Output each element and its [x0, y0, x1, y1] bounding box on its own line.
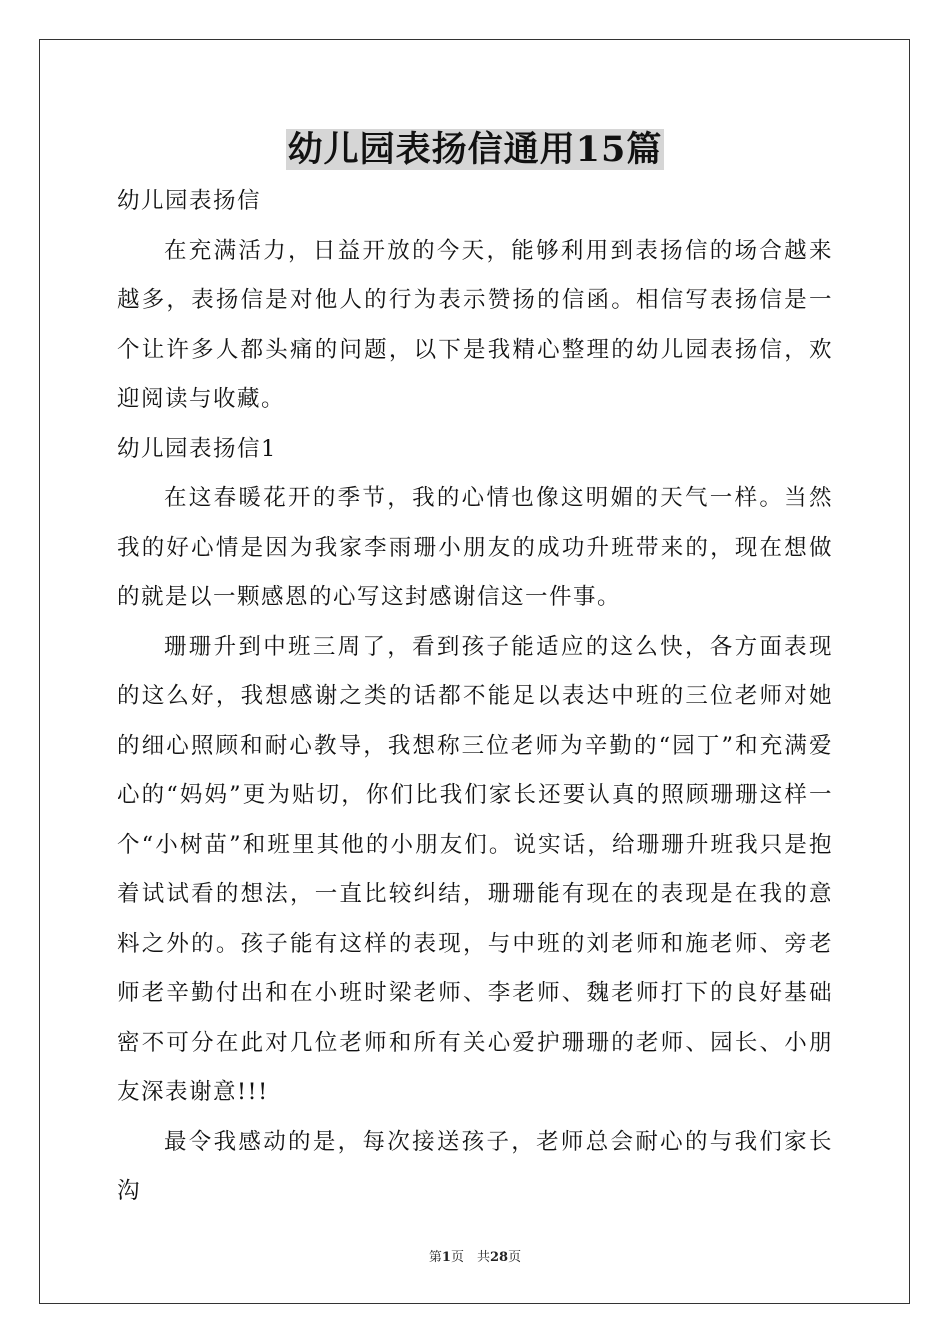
paragraph: 在充满活力，日益开放的今天，能够利用到表扬信的场合越来越多，表扬信是对他人的行为表示赞扬的信函。相信写表扬信是一个让许多人都头痛的问题，以下是我精心整理的幼儿园表扬信，欢迎阅读与收藏。	[117, 237, 833, 412]
footer-prefix: 第	[428, 1250, 442, 1265]
document-title	[0, 126, 950, 174]
footer-total-pages: 28	[489, 1250, 509, 1265]
section-heading: 幼儿园表扬信	[117, 188, 262, 214]
footer-page-number: 1	[441, 1250, 451, 1265]
title-text: 幼儿园表扬信通用15篇	[287, 129, 663, 170]
paragraph: 最令我感动的是，每次接送孩子，老师总会耐心的与我们家长沟	[117, 1128, 833, 1204]
section-heading: 幼儿园表扬信1	[117, 435, 277, 462]
paragraph: 珊珊升到中班三周了，看到孩子能适应的这么快，各方面表现的这么好，我想感谢之类的话都不能足以表达中班的三位老师对她的细心照顾和耐心教导，我想称三位老师为辛勤的“园丁”和充满爱心的“妈妈”更为贴切，你们比我们家长还要认真的照顾珊珊这样一个“小树苗”和班里其他的小朋友们。说实话，给珊珊升班我只是抱着试试看的想法，一直比较纠结，珊珊能有现在的表现是在我的意料之外的。孩子能有这样的表现，与中班的刘老师和施老师、旁老师老辛勤付出和在小班时梁老师、李老师、魏老师打下的良好基础密不可分在此对几位老师和所有关心爱护珊珊的老师、园长、小朋友深表谢意!!!	[117, 633, 833, 1105]
page-footer	[0, 1246, 950, 1265]
footer-suffix: 页	[508, 1250, 522, 1265]
footer-mid: 页 共	[450, 1250, 490, 1265]
document-body	[117, 177, 833, 1217]
paragraph: 在这春暖花开的季节，我的心情也像这明媚的天气一样。当然我的好心情是因为我家李雨珊小朋友的成功升班带来的，现在想做的就是以一颗感恩的心写这封感谢信这一件事。	[117, 485, 833, 610]
